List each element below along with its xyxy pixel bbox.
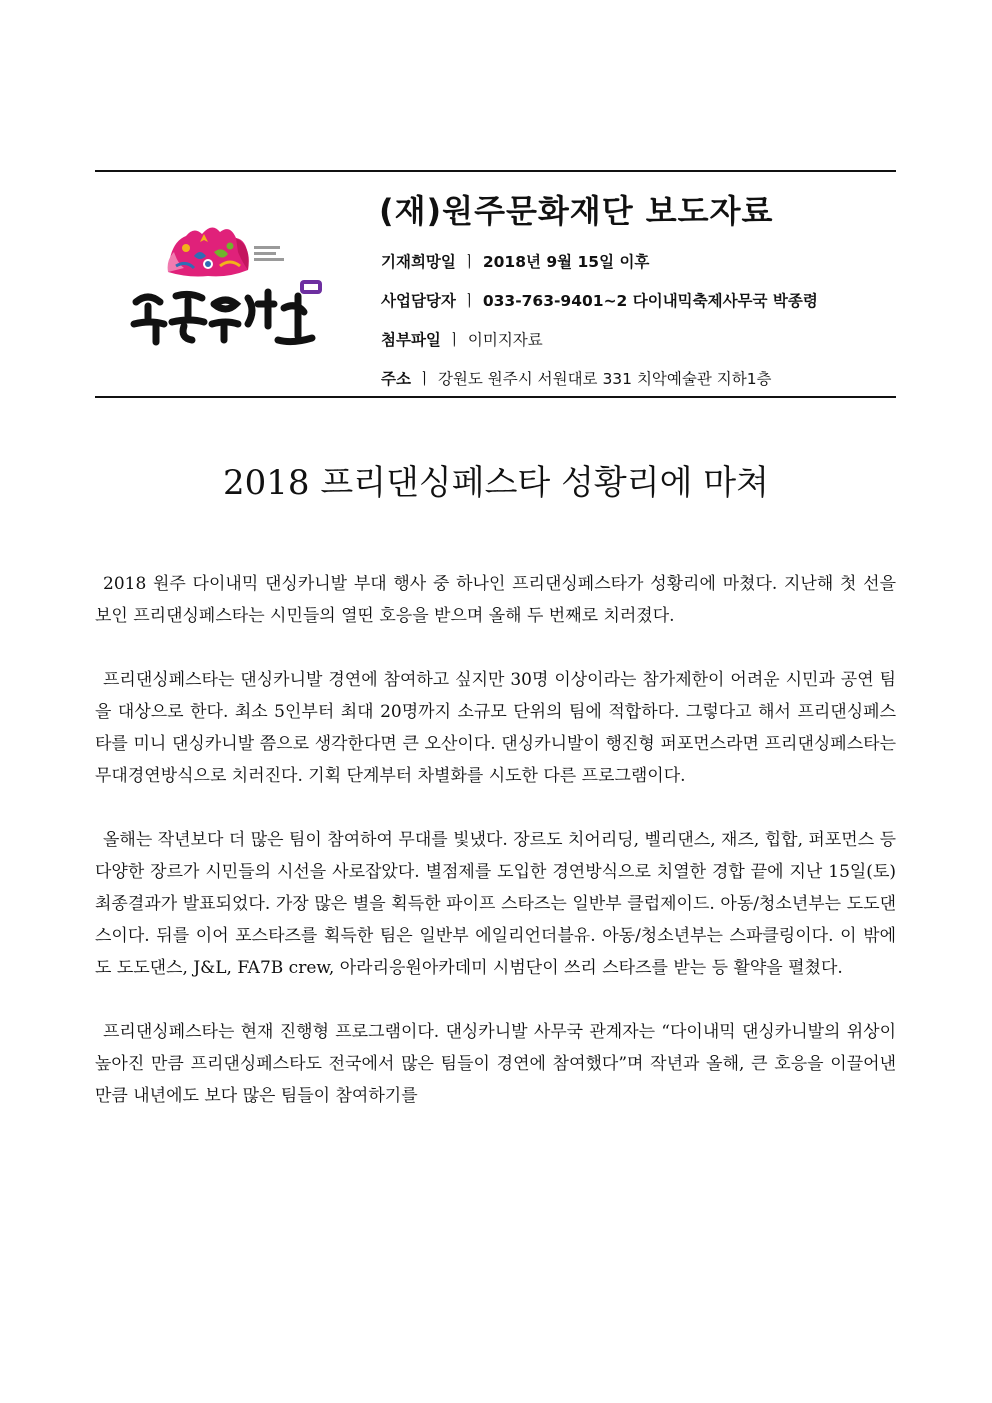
info-contact-person (381, 289, 818, 311)
press-release-title: (재)원주문화재단 보도자료 (379, 192, 774, 230)
info-label: 주소 (381, 370, 411, 388)
info-value: 이미지자료 (467, 331, 543, 349)
info-separator: ㅣ (461, 253, 477, 271)
info-label: 사업담당자 (381, 292, 456, 310)
info-value: 강원도 원주시 서원대로 331 치악예술관 지하1층 (437, 370, 772, 388)
info-separator: ㅣ (446, 331, 462, 349)
info-label: 첨부파일 (381, 331, 441, 349)
info-value: 033-763-9401~2 다이내믹축제사무국 박종령 (482, 292, 818, 310)
article-paragraph: 프리댄싱페스타는 댄싱카니발 경연에 참여하고 싶지만 30명 이상이라는 참가제한이 어려운 시민과 공연 팀을 대상으로 한다. 최소 5인부터 최대 20명까지 소규모 단위의 팀에 적합하다. 그렇다고 해서 프리댄싱페스타를 미니 댄싱카니발 쯤으로 생각한다면 큰 오산이다. 댄싱카니발이 행진형 퍼포먼스라면 프리댄싱페스타는 무대경연방식으로 치러진다. 기획 단계부터 차별화를 시도한 다른 프로그램이다. (95, 670, 896, 786)
info-publish-date (381, 250, 649, 272)
article-body (95, 568, 896, 1144)
header-bottom-rule (95, 396, 896, 398)
article-paragraph: 올해는 작년보다 더 많은 팀이 참여하여 무대를 빛냈다. 장르도 치어리딩, 벨리댄스, 재즈, 힙합, 퍼포먼스 등 다양한 장르가 시민들의 시선을 사로잡았다. 별점제를 도입한 경연방식으로 치열한 경합 끝에 지난 15일(토) 최종결과가 발표되었다. 가장 많은 별을 획득한 파이프 스타즈는 일반부 클럽제이드. 아동/청소년부는 도도댄스이다. 뒤를 이어 포스타즈를 획득한 팀은 일반부 에일리언더블유. 아동/청소년부는 스파클링이다. 이 밖에도 도도댄스, J&L, FA7B crew, 아라리응원아카데미 시범단이 쓰리 스타즈를 받는 등 활약을 펼쳤다. (95, 830, 896, 978)
foundation-logo-icon (128, 222, 328, 354)
header-top-rule (95, 170, 896, 172)
info-address (381, 367, 772, 389)
info-separator: ㅣ (461, 292, 477, 310)
article-paragraph: 2018 원주 다이내믹 댄싱카니발 부대 행사 중 하나인 프리댄싱페스타가 성황리에 마쳤다. 지난해 첫 선을 보인 프리댄싱페스타는 시민들의 열띤 호응을 받으며 올해 두 번째로 치러졌다. (95, 574, 896, 626)
article-headline: 2018 프리댄싱페스타 성황리에 마쳐 (223, 463, 769, 503)
info-label: 기재희망일 (381, 253, 456, 271)
info-separator: ㅣ (416, 370, 432, 388)
info-value: 2018년 9월 15일 이후 (482, 253, 650, 271)
info-attachment (381, 328, 543, 350)
article-paragraph: 프리댄싱페스타는 현재 진행형 프로그램이다. 댄싱카니발 사무국 관계자는 “다이내믹 댄싱카니발의 위상이 높아진 만큼 프리댄싱페스타도 전국에서 많은 팀들이 경연에 참여했다”며 작년과 올해, 큰 호응을 이끌어낸 만큼 내년에도 보다 많은 팀들이 참여하기를 (95, 1022, 896, 1106)
